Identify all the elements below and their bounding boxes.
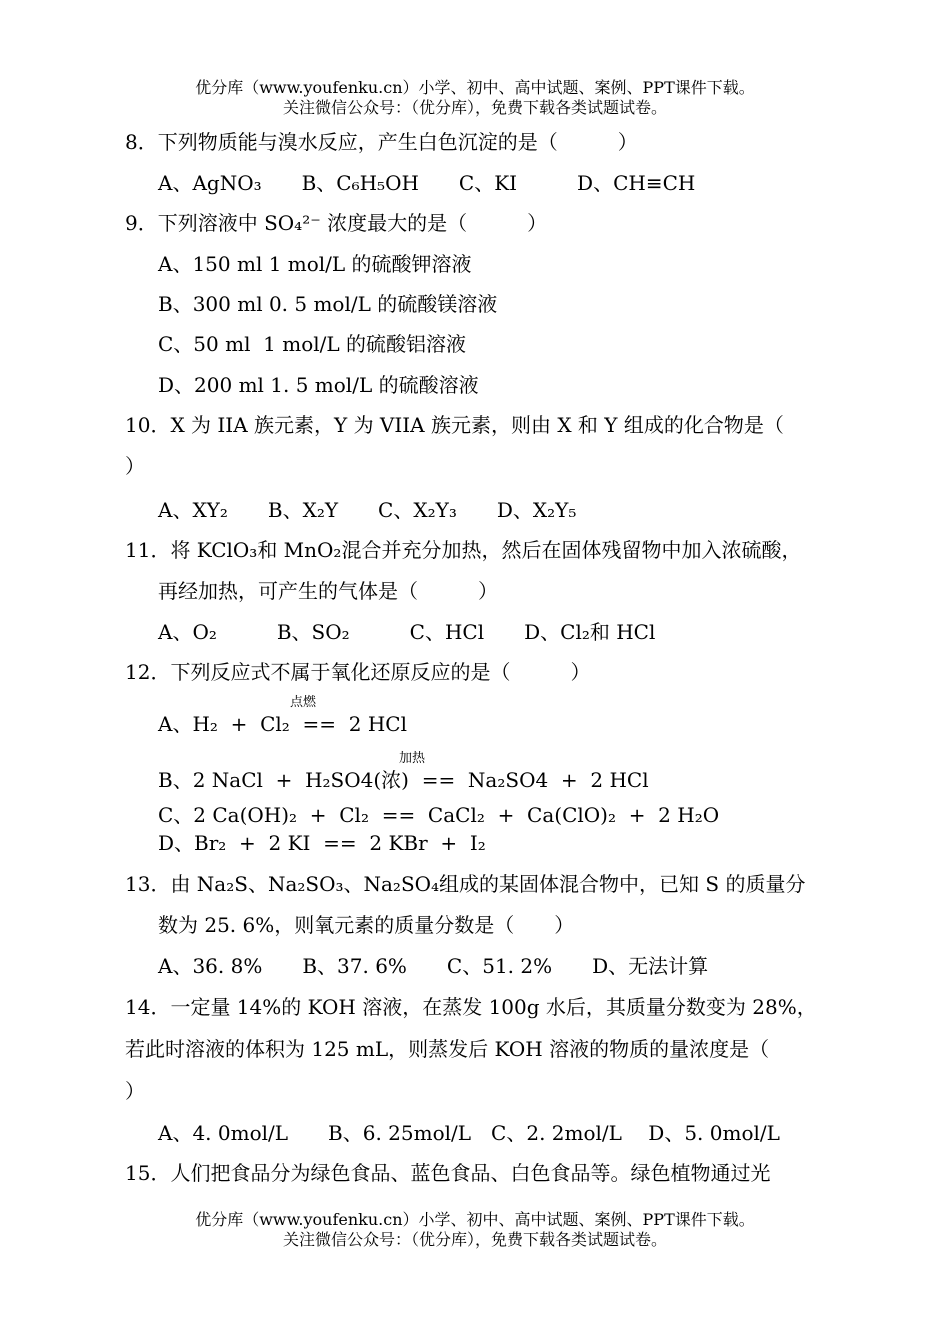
q14-options: A、4. 0mol/L B、6. 25mol/L C、2. 2mol/L D、5. 0mol/L xyxy=(158,1121,780,1145)
q12-option-c: C、2 Ca(OH)₂ + Cl₂ == CaCl₂ + Ca(ClO)₂ + 2 H₂O xyxy=(158,803,720,827)
q15-stem: 15．人们把食品分为绿色食品、蓝色食品、白色食品等。绿色植物通过光 xyxy=(125,1161,771,1185)
q9-option-c: C、50 ml 1 mol/L 的硫酸铝溶液 xyxy=(158,332,467,356)
q10-stem: 10．X 为 IIA 族元素，Y 为 VIIA 族元素，则由 X 和 Y 组成的化合物是（ xyxy=(125,413,784,437)
q11-stem-2: 再经加热，可产生的气体是（ ） xyxy=(158,579,498,603)
q14-stem-2: 若此时溶液的体积为 125 mL，则蒸发后 KOH 溶液的物质的量浓度是（ xyxy=(125,1037,770,1061)
header-line-1: 优分库（www.youfenku.cn）小学、初中、高中试题、案例、PPT课件下载。 xyxy=(195,78,755,97)
q13-stem-2: 数为 25. 6%，则氧元素的质量分数是（ ） xyxy=(158,913,575,937)
q10-stem-end: ） xyxy=(125,454,145,478)
q13-options: A、36. 8% B、37. 6% C、51. 2% D、无法计算 xyxy=(158,954,709,978)
q12-option-d: D、Br₂ + 2 KI == 2 KBr + I₂ xyxy=(158,831,486,855)
q12-option-a: A、H₂ + Cl₂ == 2 HCl xyxy=(158,712,407,736)
q14-stem: 14．一定量 14%的 KOH 溶液，在蒸发 100g 水后，其质量分数变为 28%， xyxy=(125,995,817,1019)
q9-stem: 9．下列溶液中 SO₄²⁻ 浓度最大的是（ ） xyxy=(125,211,548,235)
q8-options: A、AgNO₃ B、C₆H₅OH C、KI D、CH≡CH xyxy=(158,171,696,195)
header-line-2: 关注微信公众号：（优分库），免费下载各类试题试卷。 xyxy=(282,98,667,117)
q11-stem: 11．将 KClO₃和 MnO₂混合并充分加热，然后在固体残留物中加入浓硫酸， xyxy=(125,538,802,562)
q13-stem: 13．由 Na₂S、Na₂SO₃、Na₂SO₄组成的某固体混合物中，已知 S 的质量分 xyxy=(125,872,806,896)
q10-options: A、XY₂ B、X₂Y C、X₂Y₃ D、X₂Y₅ xyxy=(158,498,577,522)
q11-options: A、O₂ B、SO₂ C、HCl D、Cl₂和 HCl xyxy=(158,620,656,644)
q9-option-b: B、300 ml 0. 5 mol/L 的硫酸镁溶液 xyxy=(158,292,498,316)
footer-line-1: 优分库（www.youfenku.cn）小学、初中、高中试题、案例、PPT课件下载。 xyxy=(195,1210,755,1229)
q12-option-b: B、2 NaCl + H₂SO4(浓) == Na₂SO4 + 2 HCl xyxy=(158,768,649,792)
q12-a-condition: 点燃 xyxy=(290,695,317,710)
q8-stem: 8．下列物质能与溴水反应，产生白色沉淀的是（ ） xyxy=(125,130,638,154)
q12-stem: 12．下列反应式不属于氧化还原反应的是（ ） xyxy=(125,660,591,684)
footer-line-2: 关注微信公众号：（优分库），免费下载各类试题试卷。 xyxy=(282,1230,667,1249)
q12-b-condition: 加热 xyxy=(399,751,426,766)
q14-stem-end: ） xyxy=(125,1079,145,1103)
q9-option-a: A、150 ml 1 mol/L 的硫酸钾溶液 xyxy=(158,252,472,276)
q9-option-d: D、200 ml 1. 5 mol/L 的硫酸溶液 xyxy=(158,373,479,397)
